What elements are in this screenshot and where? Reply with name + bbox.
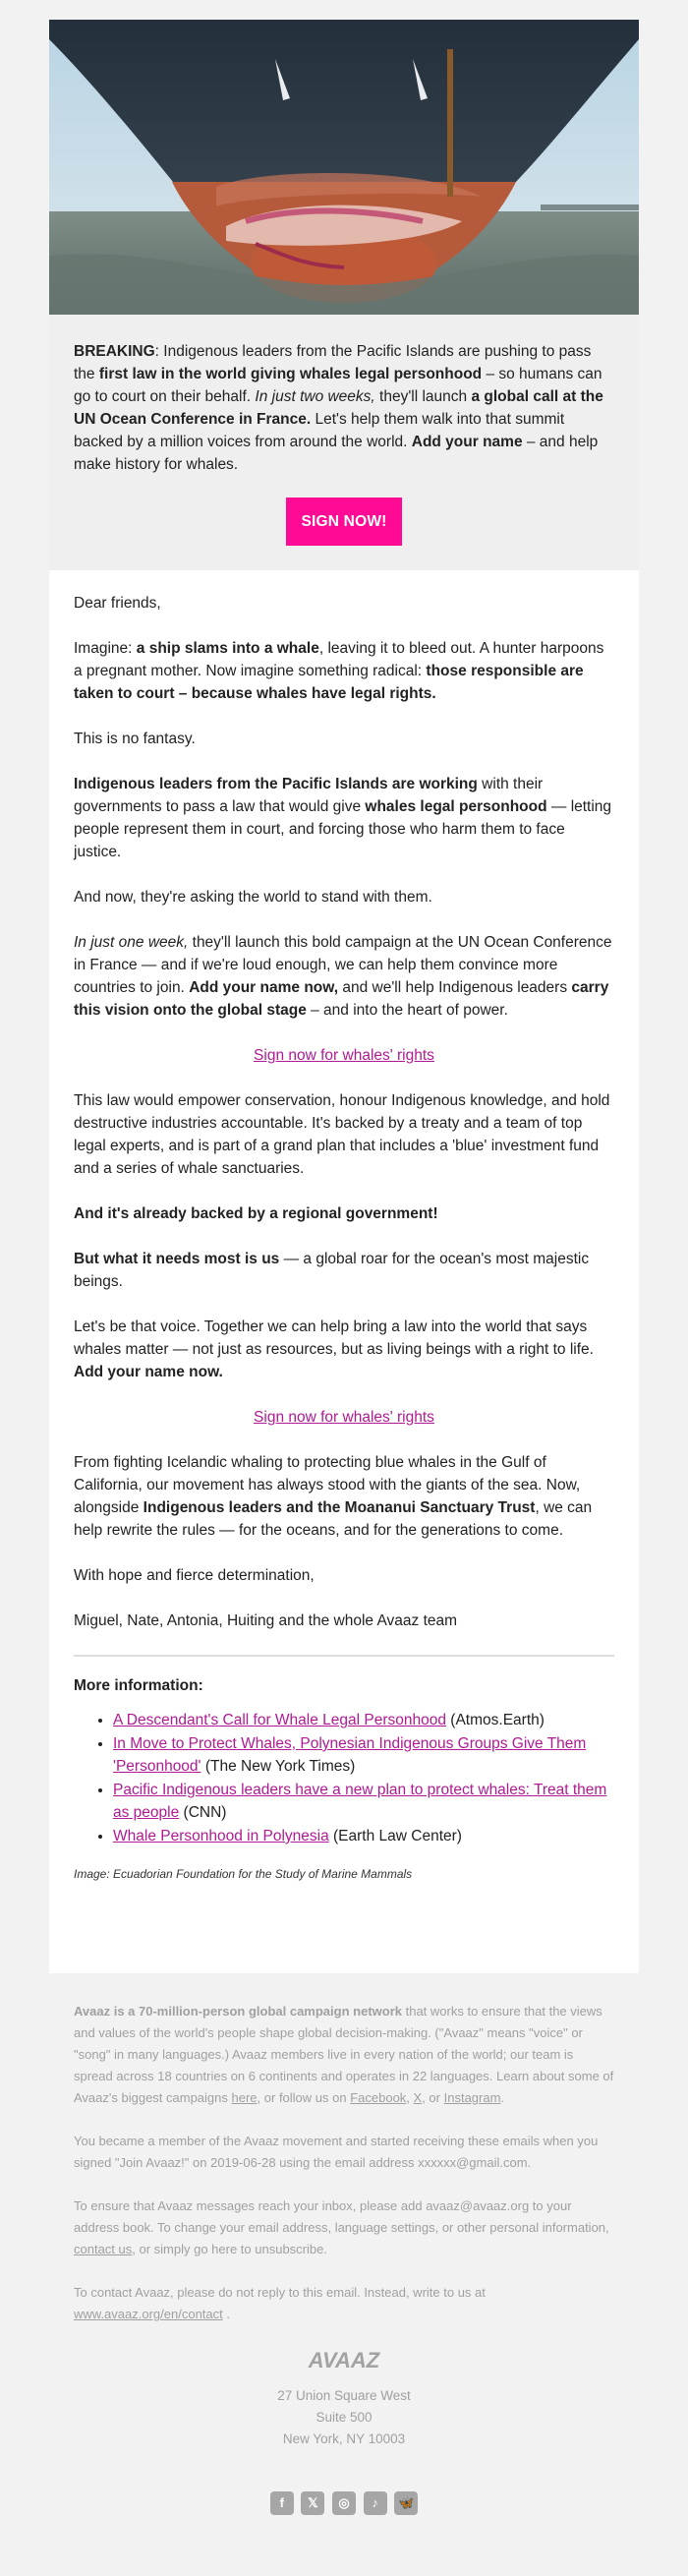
bluesky-icon[interactable]: 🦋 <box>394 2491 418 2515</box>
x-link[interactable]: X <box>413 2090 423 2105</box>
instagram-icon[interactable]: ◎ <box>332 2491 356 2515</box>
list-item: • Pacific Indigenous leaders have a new plan to protect whales: Treat them as people (CNN) <box>113 1779 614 1824</box>
breaking-text: BREAKING: Indigenous leaders from the Pacific Islands are pushing to pass the first law in the world giving whales legal personhood – so humans can go to court on their behalf. In just two weeks, they'll launch a global call at the UN Ocean Conference in France. Let's help them walk into that summit backed by a million voices from around the world. Add your name – and help make history for whales. <box>74 343 603 473</box>
more-info-title: More information: <box>74 1677 203 1694</box>
letter-body <box>49 570 639 1973</box>
sign-link-2[interactable]: Sign now for whales' rights <box>254 1409 434 1426</box>
footer-about: Avaaz is a 70-million-person global campaign network that works to ensure that the views and values of the world's people shape global decision-making. ("Avaaz" means "voice" or "song" in many languages.) Avaaz members live in every nation of the world; our team is spread across 18 countries on 6 continents and operates in 22 languages. Learn about some of Avaaz's biggest campaigns here, or follow us on Facebook, X, or Instagram. <box>74 2004 614 2105</box>
paragraph-no-fantasy: This is no fantasy. <box>74 731 196 747</box>
reference-link-cnn[interactable]: Pacific Indigenous leaders have a new plan to protect whales: Treat them as people <box>113 1782 607 1821</box>
paragraph-indigenous-leaders: Indigenous leaders from the Pacific Islands are working with their governments to pass a law that would give whales legal personhood — letting people represent them in court, and forcing those who harm them to face justice. <box>74 776 612 860</box>
list-item: • Whale Personhood in Polynesia (Earth Law Center) <box>113 1825 614 1847</box>
facebook-link[interactable]: Facebook <box>350 2090 407 2105</box>
social-links <box>74 2491 614 2515</box>
avaaz-logo-icon <box>300 2347 388 2372</box>
email-container <box>49 20 639 2515</box>
sign-now-button[interactable]: SIGN NOW! <box>286 498 401 546</box>
paragraph-regional-government: And it's already backed by a regional government! <box>74 1205 438 1222</box>
tiktok-icon[interactable]: ♪ <box>364 2491 387 2515</box>
footer-inbox: To ensure that Avaaz messages reach your inbox, please add avaaz@avaaz.org to your address book. To change your email address, language settings, or other personal information, contact us, or simply go here to unsubscribe. <box>74 2198 609 2256</box>
campaigns-link[interactable]: here <box>231 2090 258 2105</box>
contact-us-link[interactable]: contact us <box>74 2242 133 2256</box>
paragraph-movement: From fighting Icelandic whaling to protecting blue whales in the Gulf of California, our movement has always stood with the giants of the sea. Now, alongside Indigenous leaders and the Moananui Sanctuary Trust, we can help rewrite the rules — for the oceans, and for the generations to come. <box>74 1454 593 1539</box>
list-item: • In Move to Protect Whales, Polynesian Indigenous Groups Give Them 'Personhood' (The New York Times) <box>113 1732 614 1778</box>
whale-ship-photo-icon <box>49 20 639 315</box>
divider <box>74 1655 614 1657</box>
reference-link-atmos[interactable]: A Descendant's Call for Whale Legal Personhood <box>113 1712 446 1728</box>
contact-page-link[interactable]: www.avaaz.org/en/contact <box>74 2307 223 2321</box>
reference-link-nyt[interactable]: In Move to Protect Whales, Polynesian Indigenous Groups Give Them 'Personhood' <box>113 1735 587 1775</box>
footer-contact: To contact Avaaz, please do not reply to this email. Instead, write to us at www.avaaz.org/en/contact . <box>74 2285 486 2321</box>
svg-text:AVAAZ: AVAAZ <box>308 2348 380 2372</box>
postal-address: 27 Union Square West Suite 500 New York, NY 10003 <box>277 2388 411 2446</box>
greeting: Dear friends, <box>74 595 161 612</box>
signature: Miguel, Nate, Antonia, Huiting and the whole Avaaz team <box>74 1612 458 1629</box>
paragraph-imagine: Imagine: a ship slams into a whale, leaving it to bleed out. A hunter harpoons a pregnant mother. Now imagine something radical: those responsible are taken to court – because whales have legal rights. <box>74 640 604 702</box>
sign-off: With hope and fierce determination, <box>74 1567 315 1584</box>
paragraph-stand-with-them: And now, they're asking the world to stand with them. <box>74 889 432 906</box>
x-icon[interactable]: 𝕏 <box>301 2491 324 2515</box>
avaaz-logo <box>74 2347 614 2379</box>
paragraph-law-empower: This law would empower conservation, honour Indigenous knowledge, and hold destructive industries accountable. It's backed by a treaty and a team of top legal experts, and is part of a grand plan that includes a 'blue' investment fund and a series of whale sanctuaries. <box>74 1092 610 1177</box>
paragraph-needs-us: But what it needs most is us — a global roar for the ocean's most majestic beings. <box>74 1251 590 1290</box>
paragraph-be-that-voice: Let's be that voice. Together we can help bring a law into the world that says whales matter — not just as resources, but as living beings with a right to life. Add your name now. <box>74 1318 594 1380</box>
facebook-icon[interactable]: f <box>270 2491 294 2515</box>
footer <box>49 1973 639 2515</box>
sign-link-1[interactable]: Sign now for whales' rights <box>254 1047 434 1064</box>
paragraph-one-week: In just one week, they'll launch this bold campaign at the UN Ocean Conference in France — and if we're loud enough, we can help them convince more countries to join. Add your name now, and we'll help Indigenous leaders carry this vision onto the global stage – and into the heart of power. <box>74 934 612 1019</box>
hero-image <box>49 20 639 315</box>
footer-membership: You became a member of the Avaaz movement and started receiving these emails when you signed "Join Avaaz!" on 2019-06-28 using the email address xxxxxx@gmail.com. <box>74 2134 599 2170</box>
list-item: • A Descendant's Call for Whale Legal Personhood (Atmos.Earth) <box>113 1709 614 1731</box>
breaking-section <box>49 315 639 570</box>
instagram-link[interactable]: Instagram <box>443 2090 501 2105</box>
reference-link-earth-law[interactable]: Whale Personhood in Polynesia <box>113 1828 329 1844</box>
reference-list <box>113 1709 614 1847</box>
image-caption: Image: Ecuadorian Foundation for the Study of Marine Mammals <box>74 1867 413 1881</box>
